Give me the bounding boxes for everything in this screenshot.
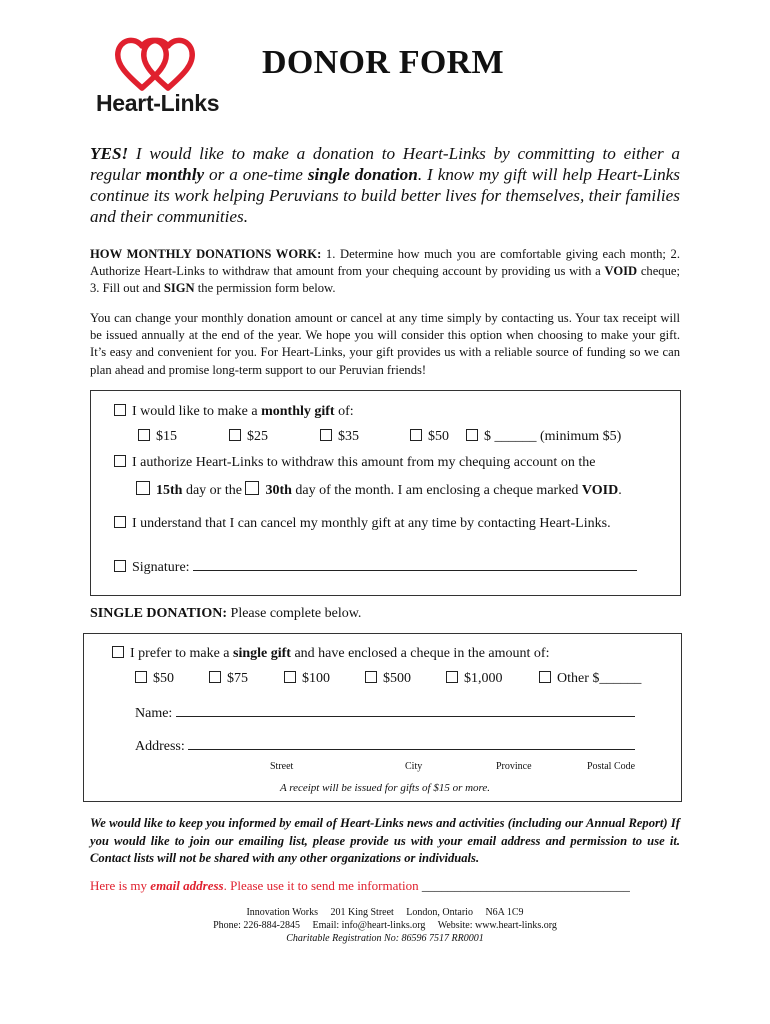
single-75-checkbox[interactable] (209, 671, 221, 683)
single-500-checkbox[interactable] (365, 671, 377, 683)
amount-25-checkbox[interactable] (229, 429, 241, 441)
monthly-gift-question: I would like to make a monthly gift of: (114, 404, 354, 420)
monthly-amount-15: $15 (138, 429, 177, 445)
footer-address: Innovation Works 201 King Street London, Ontario N6A 1C9 (246, 907, 524, 918)
single-1000-checkbox[interactable] (446, 671, 458, 683)
withdrawal-day-line: 15th day or the 30th day of the month. I am enclosing a cheque marked VOID. (136, 481, 622, 499)
intro-paragraph: YES! I would like to make a donation to Heart-Links by committing to either a regular monthly or a one-time single donation. I know my gift will help Heart-Links continue its work helping Peruvians to build better lives for themselves, their families and their communities. (90, 144, 680, 226)
custom-amount-checkbox[interactable] (466, 429, 478, 441)
single-amount-other: Other $______ (539, 671, 641, 687)
email-address-field[interactable]: ________________________________ (421, 878, 630, 893)
how-it-works-paragraph: HOW MONTHLY DONATIONS WORK: 1. Determine how much you are comfortable giving each month; 2. Authorize Heart-Links to withdraw that amount from your chequing account by providing us with a VOID cheque; 3. Fill out and SIGN the permission form below. (90, 247, 680, 296)
single-gift-question: I prefer to make a single gift and have enclosed a cheque in the amount of: (112, 646, 549, 662)
monthly-gift-checkbox[interactable] (114, 404, 126, 416)
single-amount-100: $100 (284, 671, 330, 687)
address-street-label: Street (270, 761, 294, 772)
email-address-line: Here is my email address. Please use it to send me information ________________________________ (90, 878, 630, 893)
single-donation-heading: SINGLE DONATION: Please complete below. (90, 606, 362, 621)
day-30-checkbox[interactable] (245, 481, 259, 495)
receipt-note: A receipt will be issued for gifts of $15 or more. (279, 782, 491, 794)
authorize-checkbox[interactable] (114, 455, 126, 467)
single-amount-500: $500 (365, 671, 411, 687)
single-amount-75: $75 (209, 671, 248, 687)
day-15-checkbox[interactable] (136, 481, 150, 495)
address-postal-label: Postal Code (587, 761, 636, 772)
amount-15-checkbox[interactable] (138, 429, 150, 441)
single-gift-checkbox[interactable] (112, 646, 124, 658)
footer-registration: Charitable Registration No: 86596 7517 RR0001 (286, 933, 484, 944)
signature-line: Signature: (114, 558, 637, 576)
signature-field[interactable] (193, 558, 637, 571)
signature-checkbox[interactable] (114, 560, 126, 572)
address-line: Address: (135, 737, 635, 755)
change-cancel-paragraph: You can change your monthly donation amount or cancel at any time simply by contacting us. Your tax receipt will be issued annually at the end of the year. We hope you will consider this option when choosing to make your gift. It’s easy and convenient for you. For Heart-Links, your gift provides us with a reliable source of funding so we can plan ahead and promise long-term support to our Peruvian friends! (90, 311, 680, 377)
monthly-amount-35: $35 (320, 429, 359, 445)
email-list-note: We would like to keep you informed by email of Heart-Links news and activities (including our Annual Report) If you would like to join our emailing list, please provide us with your email address and permission to use it. Contact lists will not be shared with any other organizations or individuals. (90, 816, 680, 865)
single-100-checkbox[interactable] (284, 671, 296, 683)
single-50-checkbox[interactable] (135, 671, 147, 683)
page-title: DONOR FORM (262, 44, 504, 81)
footer-contact: Phone: 226-884-2845 Email: info@heart-links.org Website: www.heart-links.org (213, 920, 557, 931)
single-amount-50: $50 (135, 671, 174, 687)
address-province-label: Province (496, 761, 532, 772)
monthly-amount-50: $50 (410, 429, 449, 445)
name-field[interactable] (176, 704, 635, 717)
address-city-label: City (405, 761, 423, 772)
address-field[interactable] (188, 737, 635, 750)
custom-amount-field[interactable]: ______ (494, 429, 537, 444)
single-amount-1000: $1,000 (446, 671, 503, 687)
amount-50-checkbox[interactable] (410, 429, 422, 441)
cancel-acknowledge-line: I understand that I can cancel my monthly gift at any time by contacting Heart-Links. (114, 516, 611, 532)
single-other-checkbox[interactable] (539, 671, 551, 683)
double-heart-icon (112, 34, 198, 92)
amount-35-checkbox[interactable] (320, 429, 332, 441)
monthly-amount-custom: $ ______ (minimum $5) (466, 429, 621, 445)
name-line: Name: (135, 704, 635, 722)
logo-wordmark: Heart-Links (96, 90, 220, 116)
cancel-acknowledge-checkbox[interactable] (114, 516, 126, 528)
monthly-amount-25: $25 (229, 429, 268, 445)
authorize-line: I authorize Heart-Links to withdraw this amount from my chequing account on the (114, 455, 595, 471)
